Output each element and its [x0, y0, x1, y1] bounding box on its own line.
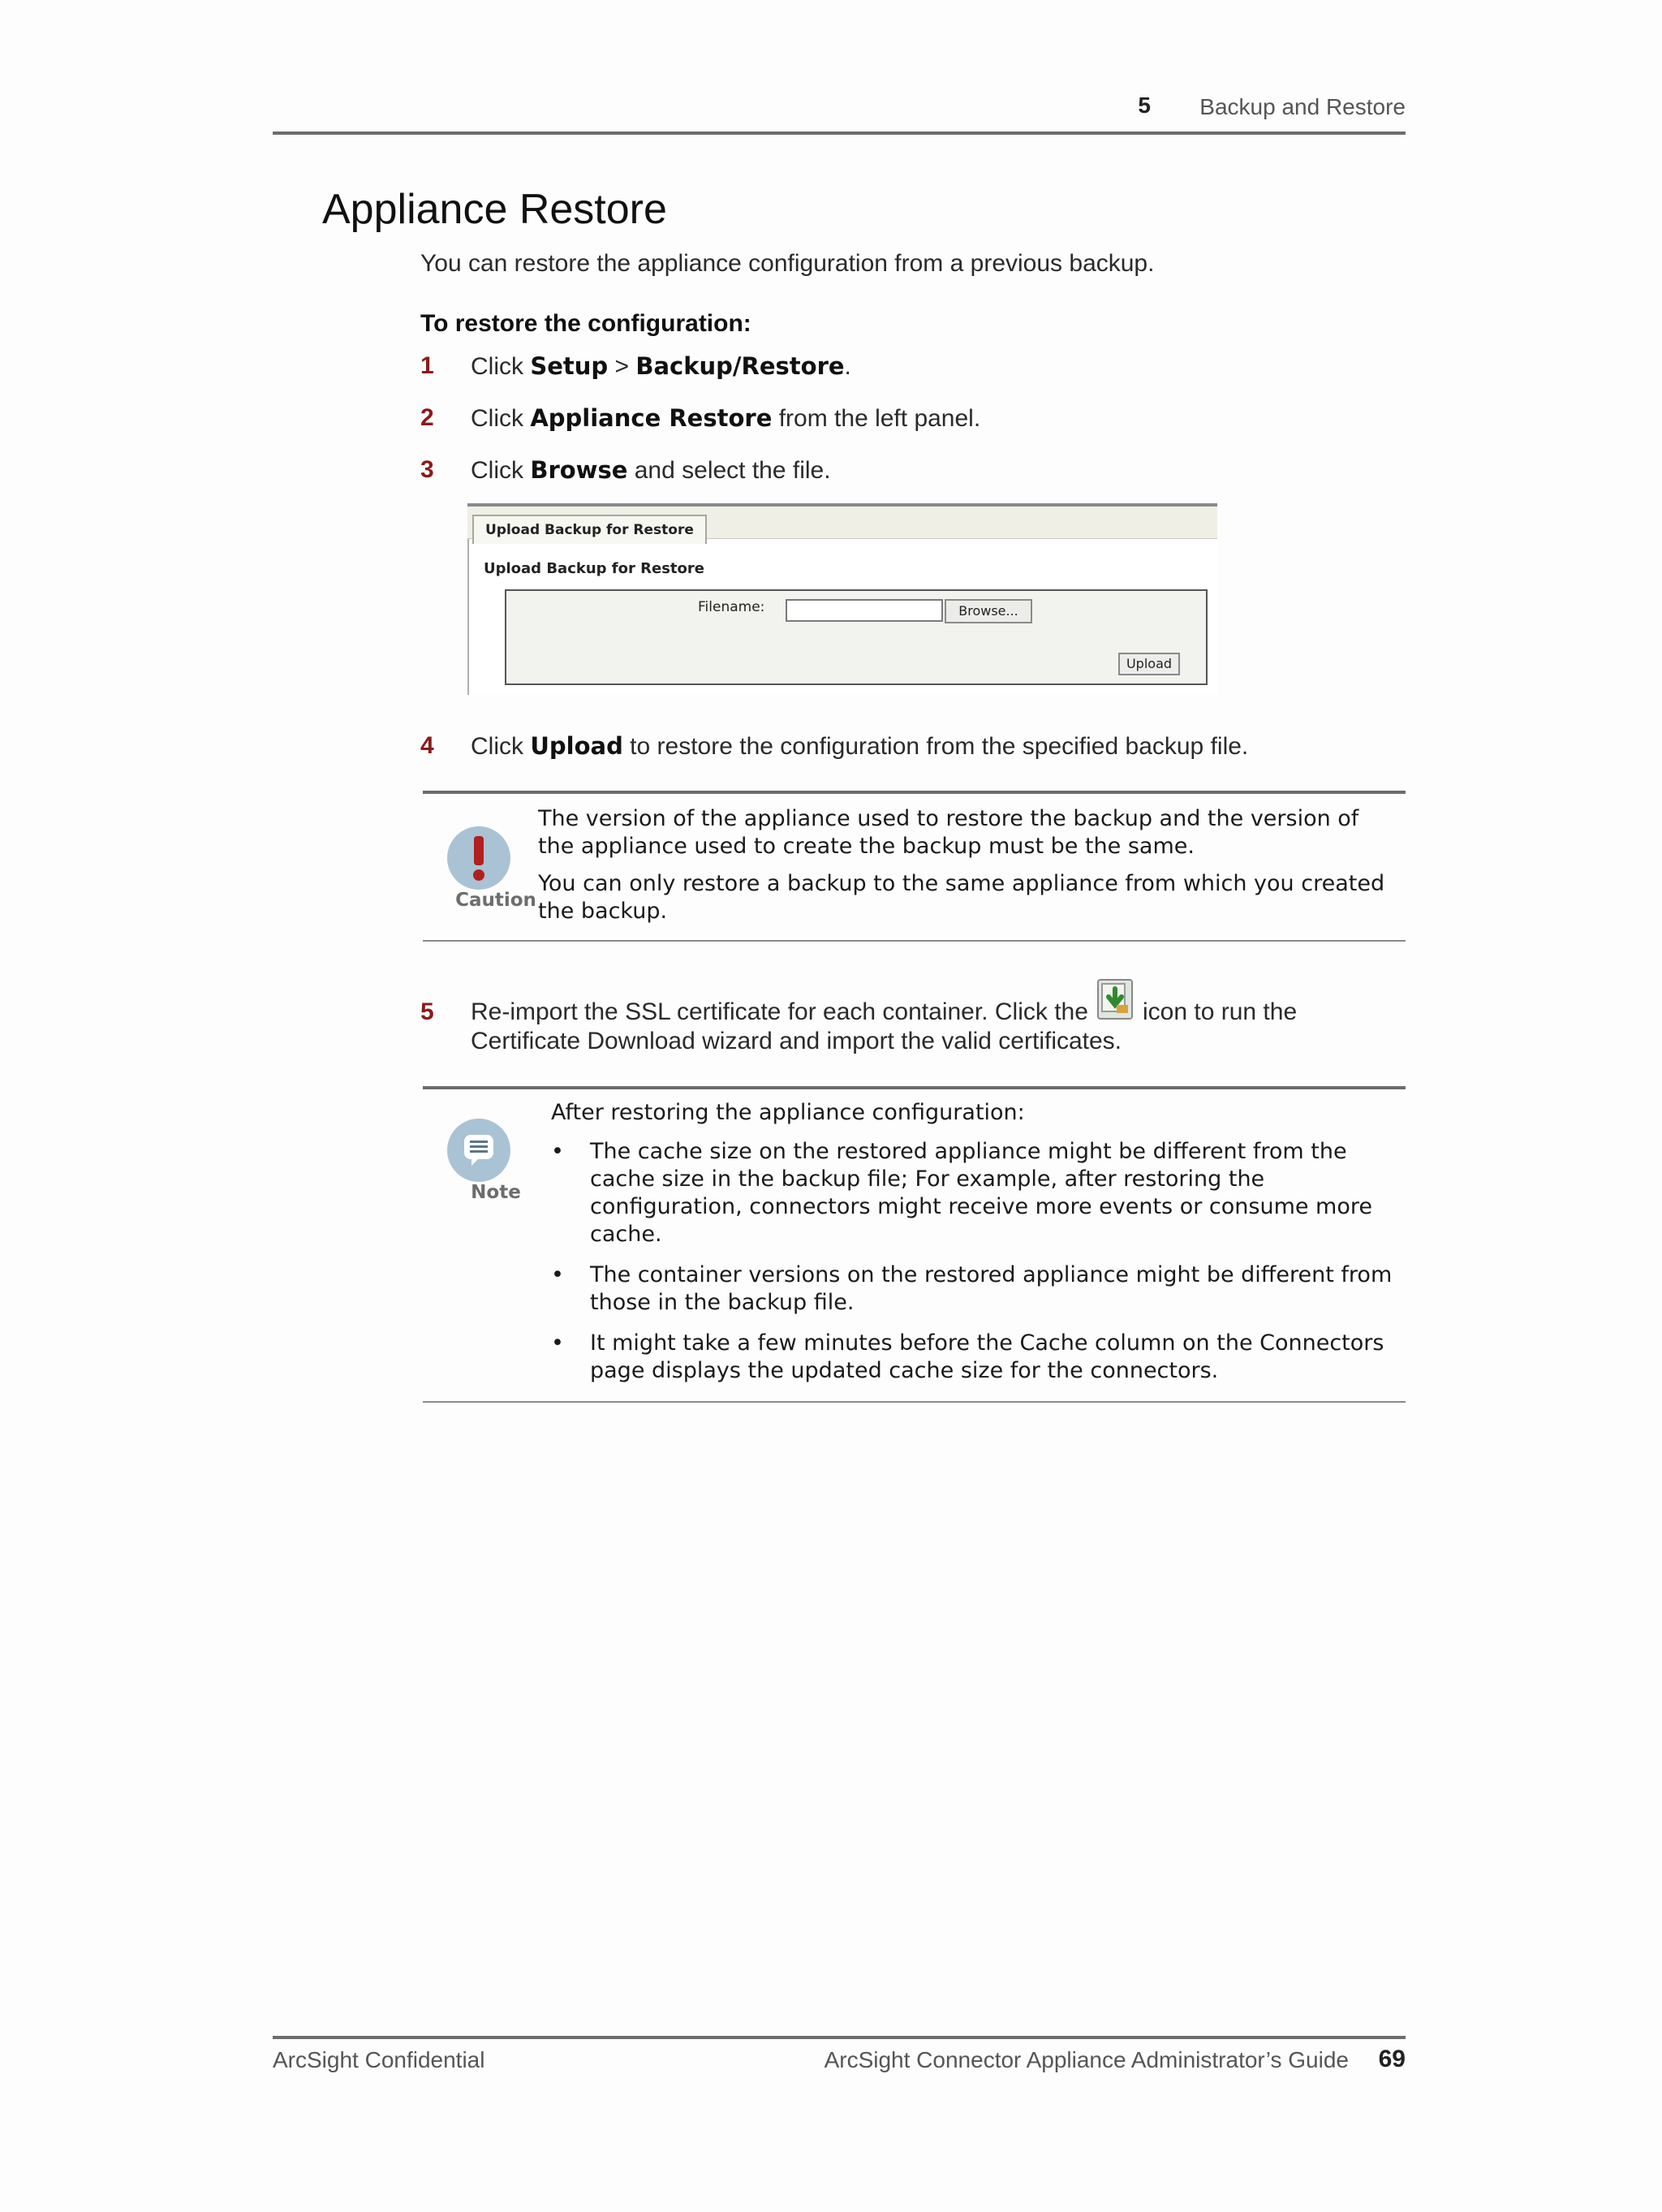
step-text-line2: Certificate Download wizard and import the valid certificates.: [471, 1028, 1122, 1054]
step-bold: Upload: [530, 732, 623, 760]
filename-label: Filename:: [698, 599, 765, 615]
bullet-icon: •: [551, 1262, 564, 1287]
footer-guide-title: ArcSight Connector Appliance Administrator’s Guide: [824, 2047, 1349, 2072]
step-number: 1: [420, 352, 434, 379]
section-title: Appliance Restore: [322, 186, 667, 233]
note-intro: After restoring the appliance configuration:: [551, 1100, 1025, 1125]
chapter-number: 5: [1138, 93, 1151, 118]
intro-text: You can restore the appliance configuration from a previous backup.: [420, 250, 1155, 277]
step-text: Click Browse and select the file.: [471, 456, 831, 484]
note-label: Note: [471, 1182, 521, 1203]
chapter-title: Backup and Restore: [1199, 94, 1406, 119]
page-number: 69: [1378, 2046, 1406, 2072]
step-number: 5: [420, 998, 434, 1025]
tab-bar: [467, 503, 1217, 539]
panel-heading: Upload Backup for Restore: [484, 560, 704, 577]
step-number: 2: [420, 404, 434, 431]
step-text-line1: Re-import the SSL certificate for each container. Click the: [471, 998, 1088, 1025]
bullet-icon: •: [551, 1139, 564, 1164]
bullet-icon: •: [551, 1330, 564, 1356]
step-text-line1-end: icon to run the: [1143, 998, 1298, 1025]
upload-button[interactable]: Upload: [1118, 653, 1180, 675]
step-bold: Setup: [530, 352, 609, 380]
step-text: Click Setup > Backup/Restore.: [471, 352, 851, 380]
caution-icon: [447, 826, 510, 890]
upload-backup-screenshot: [467, 503, 1217, 695]
panel-edge: [467, 539, 469, 695]
caution-label: Caution: [455, 890, 536, 911]
page-header: [273, 89, 1406, 135]
note-bullet: • It might take a few minutes before the Cache column on the Connectors page displays the updated cache size for the connectors.: [551, 1330, 1384, 1383]
certificate-download-icon: [1097, 979, 1133, 1020]
note-text: [551, 1099, 1395, 1385]
footer-confidential: ArcSight Confidential: [273, 2047, 485, 2072]
page-footer: [273, 2036, 1406, 2076]
note-icon: [447, 1119, 510, 1182]
note-bullet: • The cache size on the restored appliance might be different from the cache size in the backup file; For example, after restoring the configuration, connectors might receive more events or consume more cache.: [551, 1139, 1372, 1247]
caution-text: [538, 805, 1398, 925]
note-box: [423, 1086, 1406, 1403]
step-bold: Backup/Restore: [635, 352, 845, 380]
note-bullet: • The container versions on the restored appliance might be different from those in the backup file.: [551, 1262, 1393, 1315]
step-text: Click Appliance Restore from the left panel.: [471, 404, 981, 432]
caution-paragraph: You can only restore a backup to the same appliance from which you created the backup.: [538, 871, 1385, 924]
step-number: 3: [420, 456, 434, 483]
caution-paragraph: The version of the appliance used to restore the backup and the version of the appliance used to create the backup must be the same.: [538, 806, 1359, 859]
browse-button[interactable]: Browse...: [945, 599, 1032, 623]
upload-form: [505, 589, 1208, 685]
step-text: Click Upload to restore the configuration from the specified backup file.: [471, 732, 1249, 760]
step-number: 4: [420, 732, 434, 759]
filename-input[interactable]: [786, 599, 943, 622]
tab-upload-backup[interactable]: Upload Backup for Restore: [472, 515, 707, 544]
caution-box: [423, 791, 1406, 942]
procedure-heading: To restore the configuration:: [420, 310, 751, 337]
step-bold: Appliance Restore: [530, 404, 773, 432]
step-bold: Browse: [530, 456, 628, 484]
